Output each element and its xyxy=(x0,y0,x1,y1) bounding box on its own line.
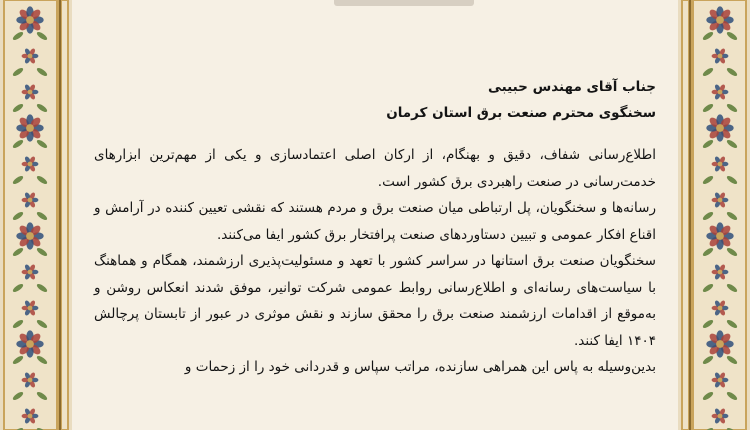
paragraph-3: سخنگویان صنعت برق استانها در سراسر کشور با تعهد و مسئولیت‌پذیری ارزشمند، همگام و هماهنگ با سیاست‌های رسانه‌ای و اطلاع‌رسانی روابط عمومی شرکت توانیر، موفق شدند انعکاس روشن و به‌موقع از اقدامات ارزشمند صنعت برق را محقق سازند و نقش موثری در عبور از تابستان پرچالش ۱۴۰۴ ایفا کنند. xyxy=(94,253,656,349)
left-ornamental-border xyxy=(0,0,72,430)
right-ornamental-border xyxy=(678,0,750,430)
medallion-ornament xyxy=(706,222,733,249)
header-remnant xyxy=(334,0,474,6)
medallion-ornament xyxy=(16,6,43,33)
medallion-ornament xyxy=(16,330,43,357)
paragraph-1: اطلاع‌رسانی شفاف، دقیق و بهنگام، از ارکان اصلی اعتمادسازی و یکی از مهم‌ترین ابزارهای خدمت‌رسانی در صنعت راهبردی برق کشور است. xyxy=(94,147,656,190)
addressee-name: جناب آقای مهندس حبیبی xyxy=(487,79,656,95)
addressee-block xyxy=(94,74,656,126)
medallion-ornament xyxy=(16,114,43,141)
medallion-ornament xyxy=(706,330,733,357)
paragraph-4: بدین‌وسیله به پاس این همراهی سازنده، مراتب سپاس و قدردانی خود را از زحمات و xyxy=(184,359,656,375)
medallion-ornament xyxy=(16,222,43,249)
letter-body xyxy=(94,142,656,381)
paragraph-2: رسانه‌ها و سخنگویان، پل ارتباطی میان صنعت برق و مردم هستند که نقشی تعیین کننده در آرامش و اقناع افکار عمومی و تبیین دستاوردهای صنعت پرافتخار برق کشور ایفا می‌کنند. xyxy=(94,200,656,243)
left-border-pattern xyxy=(0,0,72,430)
addressee-title: سخنگوی محترم صنعت برق استان کرمان xyxy=(386,105,656,121)
letter-content xyxy=(94,0,656,430)
medallion-ornament xyxy=(706,6,733,33)
medallion-ornament xyxy=(706,114,733,141)
right-border-pattern xyxy=(678,0,750,430)
